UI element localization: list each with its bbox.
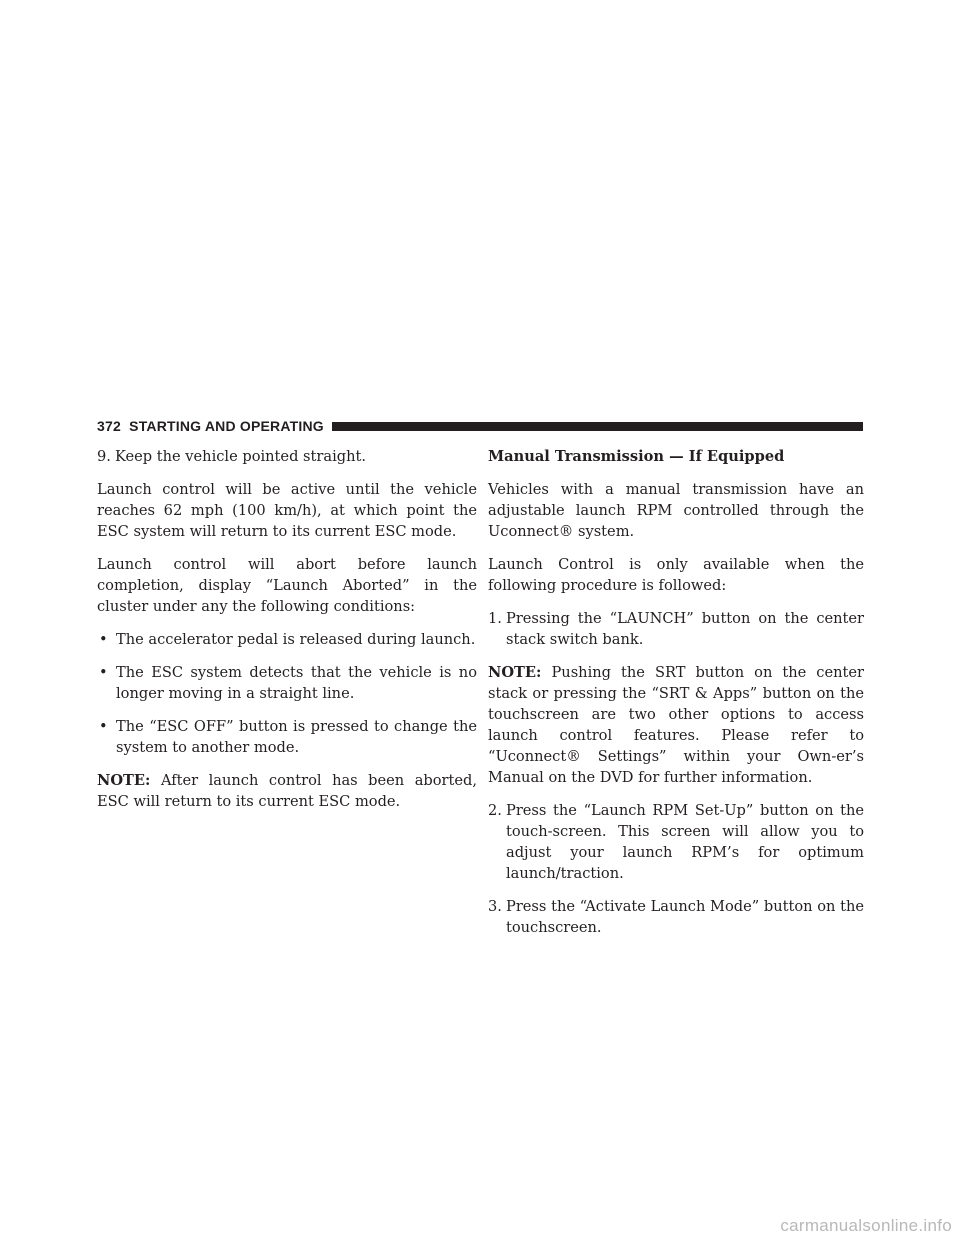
bullet-item — [97, 629, 477, 650]
step-text: Pressing the “LAUNCH” button on the center stack switch bank. — [506, 610, 864, 648]
step-number: 9. — [97, 448, 111, 465]
note-text: Pushing the SRT button on the center stack or pressing the “SRT & Apps” button on the touchscreen are two other options to access launch control features. Please refer to “Uconnect® Settings” within your Own-er’s Manual on the DVD for further information. — [488, 664, 864, 786]
bullet-icon: • — [99, 631, 108, 648]
step-number: 3. — [488, 898, 502, 915]
page-header — [97, 416, 863, 436]
paragraph: Vehicles with a manual transmission have an adjustable launch RPM controlled through the Uconnect® system. — [488, 481, 864, 540]
header-label — [97, 418, 332, 434]
note-label: NOTE: — [488, 664, 542, 681]
step-text: Press the “Launch RPM Set-Up” button on the touch-screen. This screen will allow you to adjust your launch RPM’s for optimum launch/traction. — [506, 802, 864, 882]
bullet-icon: • — [99, 664, 108, 681]
step-2 — [488, 800, 864, 884]
step-9 — [97, 446, 477, 467]
bullet-text: The accelerator pedal is released during launch. — [116, 631, 476, 648]
bullet-text: The ESC system detects that the vehicle is no longer moving in a straight line. — [116, 664, 477, 702]
watermark: carmanualsonline.info — [780, 1216, 952, 1235]
page-number: 372 — [97, 418, 121, 434]
step-number: 1. — [488, 610, 502, 627]
step-text: Press the “Activate Launch Mode” button on the touchscreen. — [506, 898, 864, 936]
step-number: 2. — [488, 802, 502, 819]
paragraph: Launch control will be active until the vehicle reaches 62 mph (100 km/h), at which point the ESC system will return to its current ESC mode. — [97, 481, 477, 540]
right-column — [488, 446, 864, 950]
section-heading: Manual Transmission — If Equipped — [488, 448, 785, 465]
left-column — [97, 446, 477, 824]
section-title: STARTING AND OPERATING — [129, 418, 324, 434]
bullet-text: The “ESC OFF” button is pressed to change the system to another mode. — [116, 718, 477, 756]
bullet-icon: • — [99, 718, 108, 735]
paragraph: Launch control will abort before launch completion, display “Launch Aborted” in the cluster under any the following conditions: — [97, 556, 477, 615]
bullet-item — [97, 716, 477, 758]
note-text: After launch control has been aborted, ESC will return to its current ESC mode. — [97, 772, 477, 810]
note — [488, 662, 864, 788]
paragraph: Launch Control is only available when the following procedure is followed: — [488, 556, 864, 594]
step-1 — [488, 608, 864, 650]
note — [97, 770, 477, 812]
note-label: NOTE: — [97, 772, 151, 789]
step-text: Keep the vehicle pointed straight. — [115, 448, 366, 465]
bullet-item — [97, 662, 477, 704]
header-rule — [332, 422, 863, 431]
step-3 — [488, 896, 864, 938]
